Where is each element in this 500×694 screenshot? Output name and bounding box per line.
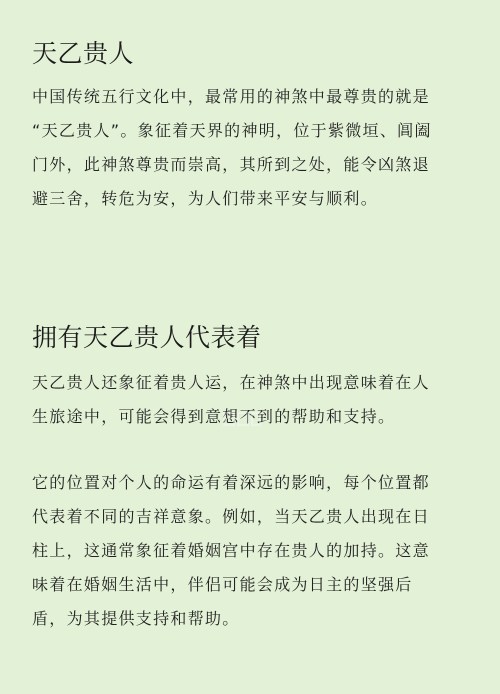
paragraph-line: 它的位置对个人的命运有着深远的影响，每个位置都: [32, 473, 430, 492]
paragraph-line: 盾，为其提供支持和帮助。: [32, 609, 240, 628]
paragraph-line: 代表着不同的吉祥意象。例如，当天乙贵人出现在日: [32, 507, 430, 526]
section-title-meaning: 拥有天乙贵人代表着: [32, 323, 262, 352]
paragraph-line: 中国传统五行文化中，最常用的神煞中最尊贵的就是: [32, 87, 430, 106]
paragraph-line: 生旅途中，可能会得到意想不到的帮助和支持。: [32, 407, 396, 426]
paragraph-line: 避三舍，转危为安，为人们带来平安与顺利。: [32, 189, 379, 208]
paragraph-line: 味着在婚姻生活中，伴侣可能会成为日主的坚强后: [32, 575, 413, 594]
section-title-tianyi-guiren: 天乙贵人: [32, 39, 135, 68]
section-1-paragraph-1: [32, 80, 482, 216]
paragraph-line: 天乙贵人还象征着贵人运，在神煞中出现意味着在人: [32, 373, 430, 392]
section-2-paragraph-2: [32, 466, 482, 636]
paragraph-line: 门外，此神煞尊贵而崇高，其所到之处，能令凶煞退: [32, 155, 430, 174]
watermark-icon: [222, 409, 262, 429]
paragraph-line: “天乙贵人”。象征着天界的神明，位于紫微垣、阊阖: [32, 121, 432, 140]
paragraph-line: 柱上，这通常象征着婚姻宫中存在贵人的加持。这意: [32, 541, 430, 560]
